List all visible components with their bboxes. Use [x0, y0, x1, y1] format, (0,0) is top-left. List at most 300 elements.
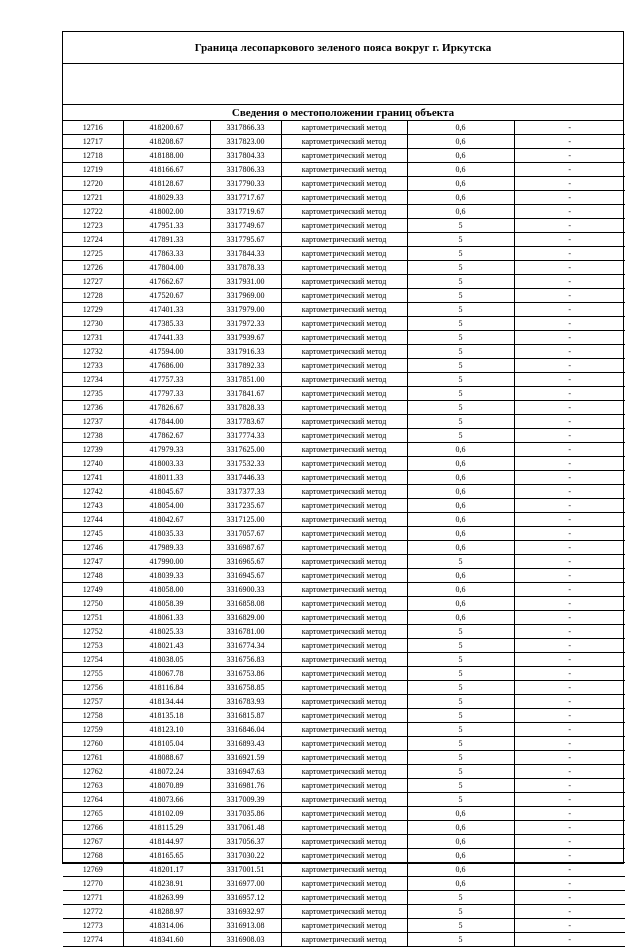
description-cell: -	[514, 597, 625, 611]
x-coordinate-cell: 417979.33	[123, 443, 210, 457]
section-header	[63, 105, 623, 121]
description-cell: -	[514, 863, 625, 877]
y-coordinate-cell: 3316858.08	[210, 597, 281, 611]
accuracy-cell: 5	[407, 415, 514, 429]
table-row	[63, 639, 625, 653]
description-cell: -	[514, 891, 625, 905]
table-row	[63, 233, 625, 247]
description-cell: -	[514, 751, 625, 765]
method-cell: картометрический метод	[281, 709, 407, 723]
description-cell: -	[514, 149, 625, 163]
point-number-cell: 12737	[63, 415, 123, 429]
x-coordinate-cell: 417804.00	[123, 261, 210, 275]
coordinates-table	[63, 121, 625, 947]
point-number-cell: 12753	[63, 639, 123, 653]
description-cell: -	[514, 905, 625, 919]
point-number-cell: 12730	[63, 317, 123, 331]
description-cell: -	[514, 247, 625, 261]
y-coordinate-cell: 3317979.00	[210, 303, 281, 317]
accuracy-cell: 0,6	[407, 569, 514, 583]
x-coordinate-cell: 418102.09	[123, 807, 210, 821]
description-cell: -	[514, 331, 625, 345]
point-number-cell: 12734	[63, 373, 123, 387]
description-cell: -	[514, 429, 625, 443]
point-number-cell: 12747	[63, 555, 123, 569]
table-row	[63, 289, 625, 303]
x-coordinate-cell: 418208.67	[123, 135, 210, 149]
x-coordinate-cell: 418029.33	[123, 191, 210, 205]
point-number-cell: 12738	[63, 429, 123, 443]
point-number-cell: 12725	[63, 247, 123, 261]
description-cell: -	[514, 835, 625, 849]
point-number-cell: 12765	[63, 807, 123, 821]
document-title: Граница лесопаркового зеленого пояса вокруг г. Иркутска	[194, 41, 492, 54]
description-cell: -	[514, 443, 625, 457]
table-row	[63, 121, 625, 135]
accuracy-cell: 5	[407, 373, 514, 387]
point-number-cell: 12744	[63, 513, 123, 527]
table-row	[63, 541, 625, 555]
x-coordinate-cell: 417520.67	[123, 289, 210, 303]
point-number-cell: 12766	[63, 821, 123, 835]
point-number-cell: 12726	[63, 261, 123, 275]
method-cell: картометрический метод	[281, 345, 407, 359]
table-row	[63, 275, 625, 289]
table-row	[63, 681, 625, 695]
method-cell: картометрический метод	[281, 233, 407, 247]
accuracy-cell: 0,6	[407, 597, 514, 611]
point-number-cell: 12740	[63, 457, 123, 471]
description-cell: -	[514, 695, 625, 709]
accuracy-cell: 5	[407, 919, 514, 933]
table-row	[63, 807, 625, 821]
table-row	[63, 695, 625, 709]
point-number-cell: 12732	[63, 345, 123, 359]
point-number-cell: 12749	[63, 583, 123, 597]
accuracy-cell: 5	[407, 751, 514, 765]
y-coordinate-cell: 3317377.33	[210, 485, 281, 499]
method-cell: картометрический метод	[281, 863, 407, 877]
method-cell: картометрический метод	[281, 625, 407, 639]
description-cell: -	[514, 289, 625, 303]
y-coordinate-cell: 3317892.33	[210, 359, 281, 373]
y-coordinate-cell: 3317774.33	[210, 429, 281, 443]
description-cell: -	[514, 569, 625, 583]
x-coordinate-cell: 417797.33	[123, 387, 210, 401]
point-number-cell: 12773	[63, 919, 123, 933]
description-cell: -	[514, 611, 625, 625]
x-coordinate-cell: 417401.33	[123, 303, 210, 317]
accuracy-cell: 5	[407, 695, 514, 709]
x-coordinate-cell: 418188.00	[123, 149, 210, 163]
description-cell: -	[514, 779, 625, 793]
accuracy-cell: 5	[407, 275, 514, 289]
table-row	[63, 723, 625, 737]
point-number-cell: 12735	[63, 387, 123, 401]
description-cell: -	[514, 625, 625, 639]
table-row	[63, 443, 625, 457]
description-cell: -	[514, 583, 625, 597]
y-coordinate-cell: 3316977.00	[210, 877, 281, 891]
description-cell: -	[514, 527, 625, 541]
method-cell: картометрический метод	[281, 261, 407, 275]
accuracy-cell: 5	[407, 709, 514, 723]
point-number-cell: 12739	[63, 443, 123, 457]
table-row	[63, 149, 625, 163]
table-row	[63, 583, 625, 597]
table-row	[63, 555, 625, 569]
x-coordinate-cell: 418135.18	[123, 709, 210, 723]
method-cell: картометрический метод	[281, 513, 407, 527]
table-row	[63, 737, 625, 751]
y-coordinate-cell: 3317878.33	[210, 261, 281, 275]
point-number-cell: 12767	[63, 835, 123, 849]
description-cell: -	[514, 373, 625, 387]
point-number-cell: 12718	[63, 149, 123, 163]
y-coordinate-cell: 3316758.85	[210, 681, 281, 695]
table-row	[63, 415, 625, 429]
y-coordinate-cell: 3317828.33	[210, 401, 281, 415]
y-coordinate-cell: 3317969.00	[210, 289, 281, 303]
table-row	[63, 863, 625, 877]
x-coordinate-cell: 417951.33	[123, 219, 210, 233]
table-row	[63, 429, 625, 443]
x-coordinate-cell: 417844.00	[123, 415, 210, 429]
y-coordinate-cell: 3317717.67	[210, 191, 281, 205]
point-number-cell: 12750	[63, 597, 123, 611]
point-number-cell: 12733	[63, 359, 123, 373]
accuracy-cell: 5	[407, 765, 514, 779]
x-coordinate-cell: 418116.84	[123, 681, 210, 695]
method-cell: картометрический метод	[281, 681, 407, 695]
point-number-cell: 12717	[63, 135, 123, 149]
y-coordinate-cell: 3316774.34	[210, 639, 281, 653]
x-coordinate-cell: 418072.24	[123, 765, 210, 779]
accuracy-cell: 5	[407, 555, 514, 569]
accuracy-cell: 5	[407, 345, 514, 359]
table-row	[63, 373, 625, 387]
y-coordinate-cell: 3317866.33	[210, 121, 281, 135]
y-coordinate-cell: 3317057.67	[210, 527, 281, 541]
description-cell: -	[514, 135, 625, 149]
point-number-cell: 12727	[63, 275, 123, 289]
table-row	[63, 471, 625, 485]
description-cell: -	[514, 513, 625, 527]
table-row	[63, 359, 625, 373]
description-cell: -	[514, 177, 625, 191]
y-coordinate-cell: 3316981.76	[210, 779, 281, 793]
accuracy-cell: 5	[407, 261, 514, 275]
method-cell: картометрический метод	[281, 205, 407, 219]
accuracy-cell: 0,6	[407, 541, 514, 555]
y-coordinate-cell: 3317532.33	[210, 457, 281, 471]
description-cell: -	[514, 163, 625, 177]
y-coordinate-cell: 3316987.67	[210, 541, 281, 555]
table-row	[63, 569, 625, 583]
description-cell: -	[514, 919, 625, 933]
y-coordinate-cell: 3317851.00	[210, 373, 281, 387]
y-coordinate-cell: 3316932.97	[210, 905, 281, 919]
y-coordinate-cell: 3317795.67	[210, 233, 281, 247]
table-row	[63, 653, 625, 667]
point-number-cell: 12724	[63, 233, 123, 247]
accuracy-cell: 5	[407, 933, 514, 947]
description-cell: -	[514, 723, 625, 737]
method-cell: картометрический метод	[281, 807, 407, 821]
description-cell: -	[514, 499, 625, 513]
method-cell: картометрический метод	[281, 779, 407, 793]
point-number-cell: 12760	[63, 737, 123, 751]
method-cell: картометрический метод	[281, 611, 407, 625]
description-cell: -	[514, 639, 625, 653]
y-coordinate-cell: 3316829.00	[210, 611, 281, 625]
point-number-cell: 12761	[63, 751, 123, 765]
description-cell: -	[514, 877, 625, 891]
point-number-cell: 12763	[63, 779, 123, 793]
point-number-cell: 12756	[63, 681, 123, 695]
x-coordinate-cell: 417757.33	[123, 373, 210, 387]
table-row	[63, 485, 625, 499]
y-coordinate-cell: 3316957.12	[210, 891, 281, 905]
coordinates-table-body	[63, 121, 625, 947]
table-row	[63, 499, 625, 513]
description-cell: -	[514, 191, 625, 205]
accuracy-cell: 5	[407, 247, 514, 261]
y-coordinate-cell: 3317972.33	[210, 317, 281, 331]
description-cell: -	[514, 401, 625, 415]
description-cell: -	[514, 317, 625, 331]
accuracy-cell: 0,6	[407, 485, 514, 499]
x-coordinate-cell: 417826.67	[123, 401, 210, 415]
method-cell: картометрический метод	[281, 303, 407, 317]
method-cell: картометрический метод	[281, 373, 407, 387]
method-cell: картометрический метод	[281, 555, 407, 569]
table-row	[63, 835, 625, 849]
y-coordinate-cell: 3317783.67	[210, 415, 281, 429]
x-coordinate-cell: 418166.67	[123, 163, 210, 177]
y-coordinate-cell: 3317790.33	[210, 177, 281, 191]
description-cell: -	[514, 681, 625, 695]
y-coordinate-cell: 3317844.33	[210, 247, 281, 261]
description-cell: -	[514, 765, 625, 779]
point-number-cell: 12716	[63, 121, 123, 135]
table-row	[63, 779, 625, 793]
point-number-cell: 12752	[63, 625, 123, 639]
y-coordinate-cell: 3317009.39	[210, 793, 281, 807]
title-spacer	[63, 64, 623, 105]
table-row	[63, 317, 625, 331]
accuracy-cell: 0,6	[407, 877, 514, 891]
method-cell: картометрический метод	[281, 835, 407, 849]
x-coordinate-cell: 418105.04	[123, 737, 210, 751]
description-cell: -	[514, 345, 625, 359]
x-coordinate-cell: 418070.89	[123, 779, 210, 793]
table-row	[63, 597, 625, 611]
method-cell: картометрический метод	[281, 793, 407, 807]
x-coordinate-cell: 418067.78	[123, 667, 210, 681]
y-coordinate-cell: 3317061.48	[210, 821, 281, 835]
accuracy-cell: 5	[407, 653, 514, 667]
description-cell: -	[514, 653, 625, 667]
method-cell: картометрический метод	[281, 387, 407, 401]
description-cell: -	[514, 709, 625, 723]
table-row	[63, 667, 625, 681]
accuracy-cell: 0,6	[407, 121, 514, 135]
x-coordinate-cell: 418088.67	[123, 751, 210, 765]
accuracy-cell: 0,6	[407, 443, 514, 457]
point-number-cell: 12754	[63, 653, 123, 667]
y-coordinate-cell: 3317806.33	[210, 163, 281, 177]
x-coordinate-cell: 418045.67	[123, 485, 210, 499]
table-row	[63, 905, 625, 919]
y-coordinate-cell: 3317804.33	[210, 149, 281, 163]
description-cell: -	[514, 541, 625, 555]
accuracy-cell: 5	[407, 639, 514, 653]
table-row	[63, 205, 625, 219]
x-coordinate-cell: 418025.33	[123, 625, 210, 639]
method-cell: картометрический метод	[281, 443, 407, 457]
method-cell: картометрический метод	[281, 415, 407, 429]
x-coordinate-cell: 417441.33	[123, 331, 210, 345]
method-cell: картометрический метод	[281, 541, 407, 555]
x-coordinate-cell: 418263.99	[123, 891, 210, 905]
accuracy-cell: 5	[407, 429, 514, 443]
method-cell: картометрический метод	[281, 485, 407, 499]
accuracy-cell: 5	[407, 891, 514, 905]
y-coordinate-cell: 3317030.22	[210, 849, 281, 863]
description-cell: -	[514, 821, 625, 835]
x-coordinate-cell: 417989.33	[123, 541, 210, 555]
accuracy-cell: 5	[407, 303, 514, 317]
y-coordinate-cell: 3316781.00	[210, 625, 281, 639]
description-cell: -	[514, 359, 625, 373]
y-coordinate-cell: 3316921.59	[210, 751, 281, 765]
y-coordinate-cell: 3317235.67	[210, 499, 281, 513]
x-coordinate-cell: 418165.65	[123, 849, 210, 863]
description-cell: -	[514, 807, 625, 821]
description-cell: -	[514, 219, 625, 233]
accuracy-cell: 5	[407, 793, 514, 807]
point-number-cell: 12771	[63, 891, 123, 905]
accuracy-cell: 0,6	[407, 807, 514, 821]
accuracy-cell: 5	[407, 317, 514, 331]
table-row	[63, 303, 625, 317]
point-number-cell: 12745	[63, 527, 123, 541]
accuracy-cell: 0,6	[407, 471, 514, 485]
method-cell: картометрический метод	[281, 135, 407, 149]
description-cell: -	[514, 849, 625, 863]
point-number-cell: 12743	[63, 499, 123, 513]
y-coordinate-cell: 3317125.00	[210, 513, 281, 527]
table-row	[63, 821, 625, 835]
point-number-cell: 12719	[63, 163, 123, 177]
table-row	[63, 765, 625, 779]
method-cell: картометрический метод	[281, 919, 407, 933]
y-coordinate-cell: 3317939.67	[210, 331, 281, 345]
table-row	[63, 933, 625, 947]
table-row	[63, 793, 625, 807]
method-cell: картометрический метод	[281, 219, 407, 233]
point-number-cell: 12768	[63, 849, 123, 863]
accuracy-cell: 0,6	[407, 457, 514, 471]
description-cell: -	[514, 457, 625, 471]
point-number-cell: 12755	[63, 667, 123, 681]
point-number-cell: 12751	[63, 611, 123, 625]
description-cell: -	[514, 933, 625, 947]
accuracy-cell: 5	[407, 667, 514, 681]
table-row	[63, 345, 625, 359]
x-coordinate-cell: 417862.67	[123, 429, 210, 443]
method-cell: картометрический метод	[281, 275, 407, 289]
accuracy-cell: 0,6	[407, 163, 514, 177]
method-cell: картометрический метод	[281, 191, 407, 205]
table-row	[63, 331, 625, 345]
x-coordinate-cell: 418058.39	[123, 597, 210, 611]
table-row	[63, 919, 625, 933]
accuracy-cell: 0,6	[407, 205, 514, 219]
y-coordinate-cell: 3317841.67	[210, 387, 281, 401]
method-cell: картометрический метод	[281, 527, 407, 541]
method-cell: картометрический метод	[281, 583, 407, 597]
description-cell: -	[514, 485, 625, 499]
section-title: Сведения о местоположении границ объекта	[231, 106, 455, 119]
method-cell: картометрический метод	[281, 289, 407, 303]
x-coordinate-cell: 418123.10	[123, 723, 210, 737]
accuracy-cell: 5	[407, 401, 514, 415]
table-row	[63, 513, 625, 527]
accuracy-cell: 0,6	[407, 177, 514, 191]
y-coordinate-cell: 3316893.43	[210, 737, 281, 751]
description-cell: -	[514, 737, 625, 751]
point-number-cell: 12723	[63, 219, 123, 233]
table-row	[63, 387, 625, 401]
y-coordinate-cell: 3317056.37	[210, 835, 281, 849]
y-coordinate-cell: 3317931.00	[210, 275, 281, 289]
method-cell: картометрический метод	[281, 569, 407, 583]
method-cell: картометрический метод	[281, 849, 407, 863]
point-number-cell: 12774	[63, 933, 123, 947]
point-number-cell: 12731	[63, 331, 123, 345]
x-coordinate-cell: 418073.66	[123, 793, 210, 807]
point-number-cell: 12721	[63, 191, 123, 205]
table-row	[63, 261, 625, 275]
table-row	[63, 891, 625, 905]
accuracy-cell: 0,6	[407, 499, 514, 513]
y-coordinate-cell: 3317446.33	[210, 471, 281, 485]
table-row	[63, 611, 625, 625]
method-cell: картометрический метод	[281, 653, 407, 667]
x-coordinate-cell: 417990.00	[123, 555, 210, 569]
accuracy-cell: 0,6	[407, 191, 514, 205]
table-row	[63, 135, 625, 149]
table-row	[63, 709, 625, 723]
x-coordinate-cell: 418054.00	[123, 499, 210, 513]
method-cell: картометрический метод	[281, 149, 407, 163]
table-row	[63, 401, 625, 415]
x-coordinate-cell: 417385.33	[123, 317, 210, 331]
method-cell: картометрический метод	[281, 499, 407, 513]
point-number-cell: 12764	[63, 793, 123, 807]
y-coordinate-cell: 3316753.86	[210, 667, 281, 681]
method-cell: картометрический метод	[281, 639, 407, 653]
table-row	[63, 177, 625, 191]
x-coordinate-cell: 417863.33	[123, 247, 210, 261]
accuracy-cell: 5	[407, 331, 514, 345]
y-coordinate-cell: 3317719.67	[210, 205, 281, 219]
x-coordinate-cell: 417662.67	[123, 275, 210, 289]
table-row	[63, 457, 625, 471]
x-coordinate-cell: 418039.33	[123, 569, 210, 583]
